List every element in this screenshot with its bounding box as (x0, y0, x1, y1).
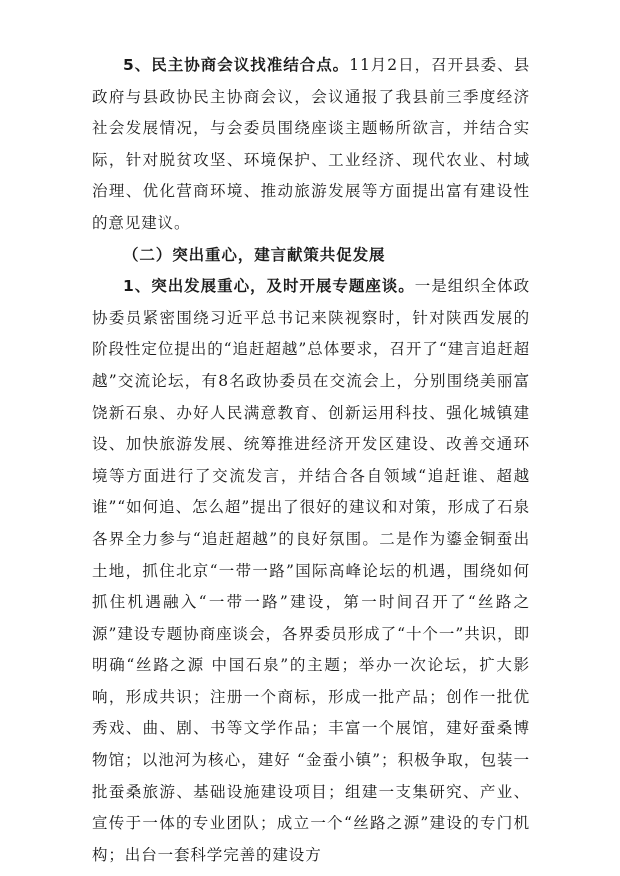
document-body (92, 50, 530, 871)
paragraph-text: 11月2日，召开县委、县政府与县政协民主协商会议，会议通报了我县前三季度经济社会发展情况，与会委员围绕座谈主题畅所欲言，并结合实际，针对脱贫攻坚、环境保护、工业经济、现代农业、村域治理、优化营商环境、推动旅游发展等方面提出富有建设性的意见建议。 (92, 56, 530, 232)
paragraph-heading: 5、民主协商会议找准结合点。 (123, 56, 350, 74)
paragraph-text: 一是组织全体政协委员紧密围绕习近平总书记来陕视察时，针对陕西发展的阶段性定位提出的“追赶超越”总体要求，召开了“建言追赶超越”交流论坛，有8名政协委员在交流会上，分别围绕美丽富饶新石泉、办好人民满意教育、创新运用科技、强化城镇建设、加快旅游发展、统筹推进经济开发区建设、改善交通环境等方面进行了交流发言，并结合各自领域“追赶谁、超越谁”“如何追、怎么超”提出了很好的建议和对策，形成了石泉各界全力参与“追赶超越”的良好氛围。二是作为鎏金铜蚕出土地，抓住北京“一带一路”国际高峰论坛的机遇，围绕如何抓住机遇融入“一带一路”建设，第一时间召开了“丝路之源”建设专题协商座谈会，各界委员形成了“十个一”共识，即明确“丝路之源 中国石泉”的主题；举办一次论坛，扩大影响，形成共识；注册一个商标，形成一批产品；创作一批优秀戏、曲、剧、书等文学作品；丰富一个展馆，建好蚕桑博物馆；以池河为核心，建好 “金蚕小镇”；积极争取，包装一批蚕桑旅游、基础设施建设项目；组建一支集研究、产业、宣传于一体的专业团队；成立一个“丝路之源”建设的专门机构；出台一套科学完善的建设方 (92, 277, 530, 864)
section-heading: （二）突出重心，建言献策共促发展 (123, 245, 386, 264)
paragraph-item-1 (92, 271, 530, 871)
paragraph-heading: 1、突出发展重心，及时开展专题座谈。 (123, 277, 415, 296)
paragraph-item-5 (92, 50, 530, 240)
